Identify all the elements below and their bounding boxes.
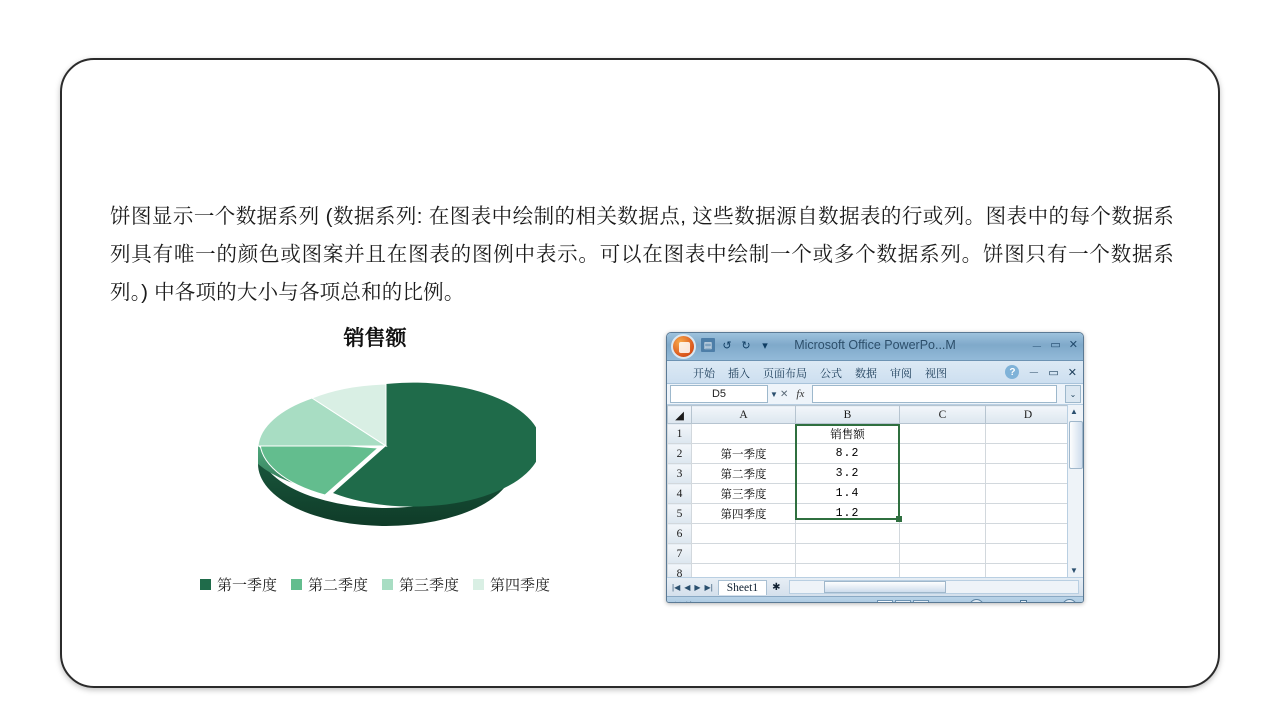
row-header[interactable]: 5 — [668, 504, 692, 524]
excel-window-title: Microsoft Office PowerPo...M — [794, 338, 956, 352]
row-header[interactable]: 4 — [668, 484, 692, 504]
table-row[interactable] — [668, 484, 1071, 504]
cell-b1[interactable]: 销售额 — [796, 424, 900, 444]
excel-datasheet-window[interactable] — [666, 332, 1084, 603]
formula-zone[interactable] — [780, 386, 1081, 402]
row-header[interactable]: 8 — [668, 564, 692, 578]
selection-fill-handle[interactable] — [896, 516, 902, 522]
cell-d8[interactable] — [986, 564, 1071, 578]
tab-home[interactable]: 开始 — [693, 368, 715, 380]
chart-title: 销售额 — [343, 327, 407, 350]
cell-a8[interactable] — [692, 564, 796, 578]
legend-item-3 — [382, 574, 459, 595]
excel-ribbon-tabs[interactable] — [667, 361, 1083, 384]
worksheet-grid[interactable] — [667, 405, 1083, 577]
cell-b2[interactable]: 8.2 — [796, 444, 900, 464]
cell-c4[interactable] — [900, 484, 986, 504]
ribbon-tab-list[interactable] — [693, 365, 947, 381]
row-header[interactable]: 7 — [668, 544, 692, 564]
vertical-scroll-thumb[interactable] — [1069, 421, 1083, 469]
status-text — [667, 599, 695, 604]
status-right-group[interactable] — [877, 599, 1083, 603]
legend-item-2 — [291, 574, 368, 595]
scroll-down-icon[interactable]: ▼ — [1070, 566, 1078, 575]
page-layout-view-icon[interactable] — [895, 600, 911, 604]
cell-d7[interactable] — [986, 544, 1071, 564]
cell-a3[interactable]: 第二季度 — [692, 464, 796, 484]
legend-label: 第二季度 — [307, 577, 368, 594]
save-icon[interactable]: ▤ — [701, 338, 715, 352]
formula-bar-row[interactable] — [667, 384, 1083, 405]
cell-c6[interactable] — [900, 524, 986, 544]
legend-swatch-icon — [382, 579, 393, 590]
scroll-up-icon[interactable]: ▲ — [1070, 407, 1078, 416]
column-header-row[interactable] — [668, 406, 1071, 424]
zoom-out-icon[interactable] — [969, 599, 984, 603]
insert-function-icon[interactable]: fx — [796, 388, 805, 400]
zoom-in-icon[interactable] — [1062, 599, 1077, 603]
cell-d4[interactable] — [986, 484, 1071, 504]
cell-c7[interactable] — [900, 544, 986, 564]
sheet-nav-arrows[interactable] — [667, 583, 718, 592]
ribbon-right-controls[interactable] — [1005, 364, 1077, 380]
col-header-b[interactable]: B — [796, 406, 900, 424]
cell-b4[interactable]: 1.4 — [796, 484, 900, 504]
zoom-level[interactable] — [935, 601, 963, 604]
tab-review[interactable]: 审阅 — [890, 368, 912, 380]
sheet-tab-sheet1[interactable]: Sheet1 — [718, 580, 767, 595]
row-header[interactable]: 6 — [668, 524, 692, 544]
pie-graphic — [236, 368, 536, 548]
restore-icon[interactable]: ▭ — [1050, 339, 1061, 351]
cell-d2[interactable] — [986, 444, 1071, 464]
cell-a4[interactable]: 第三季度 — [692, 484, 796, 504]
redo-icon[interactable]: ↻ — [741, 339, 751, 352]
cell-b6[interactable] — [796, 524, 900, 544]
next-sheet-icon[interactable]: ▶ — [694, 582, 701, 592]
table-row[interactable] — [668, 444, 1071, 464]
cell-c8[interactable] — [900, 564, 986, 578]
cell-a7[interactable] — [692, 544, 796, 564]
status-bar — [667, 596, 1083, 603]
close-icon[interactable]: ✕ — [1068, 339, 1078, 351]
row-header[interactable]: 2 — [668, 444, 692, 464]
tab-page-layout[interactable]: 页面布局 — [763, 368, 807, 380]
legend-item-4 — [473, 574, 550, 595]
cell-d5[interactable] — [986, 504, 1071, 524]
undo-icon[interactable]: ↺ — [722, 339, 732, 352]
tab-formulas[interactable]: 公式 — [820, 368, 842, 380]
cell-b5[interactable]: 1.2 — [796, 504, 900, 524]
minimize-icon[interactable]: － — [1031, 341, 1043, 353]
cell-c1[interactable] — [900, 424, 986, 444]
legend-swatch-icon — [291, 579, 302, 590]
page-break-view-icon[interactable] — [913, 600, 929, 604]
slide-frame — [60, 58, 1220, 688]
slide-body-text: 饼图显示一个数据系列 (数据系列: 在图表中绘制的相关数据点, 这些数据源自数据表的行或列。图表中的每个数据系列具有唯一的颜色或图案并且在图表的图例中表示。可以在图表中绘制一个或多个数据系列。饼图只有一个数据系列。) 中各项的大小与各项总和的比例。 — [110, 205, 1174, 304]
excel-title-bar[interactable] — [667, 333, 1083, 361]
window-controls[interactable] — [1031, 338, 1078, 354]
cancel-entry-icon[interactable]: ✕ — [780, 388, 789, 400]
cell-d1[interactable] — [986, 424, 1071, 444]
close-window-icon[interactable]: ✕ — [1067, 366, 1077, 379]
col-header-c[interactable]: C — [900, 406, 986, 424]
cell-c2[interactable] — [900, 444, 986, 464]
col-header-d[interactable]: D — [986, 406, 1071, 424]
formula-input[interactable] — [812, 385, 1057, 403]
chart-legend — [110, 574, 640, 595]
cell-c3[interactable] — [900, 464, 986, 484]
select-all-corner[interactable]: ◢ — [668, 406, 692, 424]
legend-item-1 — [200, 574, 277, 595]
horizontal-scrollbar[interactable] — [789, 580, 1079, 594]
view-mode-buttons[interactable] — [877, 600, 929, 604]
cell-c5[interactable] — [900, 504, 986, 524]
expand-formula-bar-icon[interactable]: ⌄ — [1065, 385, 1081, 403]
table-row[interactable] — [668, 524, 1071, 544]
legend-swatch-icon — [200, 579, 211, 590]
pie-chart — [110, 322, 640, 622]
tab-view[interactable]: 视图 — [925, 368, 947, 380]
first-sheet-icon[interactable]: |◀ — [672, 582, 681, 592]
legend-label: 第一季度 — [216, 577, 277, 594]
tab-data[interactable]: 数据 — [855, 368, 877, 380]
cell-b7[interactable] — [796, 544, 900, 564]
zoom-slider-knob[interactable] — [1020, 600, 1027, 603]
cells-table[interactable] — [667, 405, 1071, 577]
vertical-scrollbar[interactable] — [1067, 405, 1083, 577]
legend-label: 第三季度 — [399, 577, 460, 594]
table-row[interactable] — [668, 504, 1071, 524]
restore-window-icon[interactable]: ▭ — [1048, 366, 1059, 379]
sheet-tab-bar[interactable] — [667, 577, 1083, 596]
tab-insert[interactable]: 插入 — [728, 368, 750, 380]
cell-b8[interactable] — [796, 564, 900, 578]
col-header-a[interactable]: A — [692, 406, 796, 424]
legend-label: 第四季度 — [490, 577, 551, 594]
row-header[interactable]: 3 — [668, 464, 692, 484]
help-icon[interactable]: ? — [1005, 365, 1019, 379]
cell-a5[interactable]: 第四季度 — [692, 504, 796, 524]
cell-a1[interactable] — [692, 424, 796, 444]
legend-swatch-icon — [473, 579, 484, 590]
name-box[interactable]: D5 — [670, 385, 768, 403]
name-box-dropdown-icon[interactable]: ▼ — [770, 389, 778, 399]
last-sheet-icon[interactable]: ▶| — [704, 582, 713, 592]
row-header[interactable]: 1 — [668, 424, 692, 444]
table-row[interactable] — [668, 424, 1071, 444]
table-row[interactable] — [668, 464, 1071, 484]
cell-a2[interactable]: 第一季度 — [692, 444, 796, 464]
minimize-ribbon-icon[interactable]: － — [1028, 367, 1040, 379]
cell-a6[interactable] — [692, 524, 796, 544]
pie-svg — [236, 368, 536, 558]
horizontal-scroll-thumb[interactable] — [824, 581, 946, 593]
cell-b3[interactable]: 3.2 — [796, 464, 900, 484]
customize-qat-icon[interactable]: ▾ — [762, 339, 768, 352]
prev-sheet-icon[interactable]: ◀ — [684, 582, 691, 592]
cell-d6[interactable] — [986, 524, 1071, 544]
normal-view-icon[interactable] — [877, 600, 893, 604]
cell-d3[interactable] — [986, 464, 1071, 484]
new-sheet-icon[interactable]: ✱ — [772, 581, 781, 593]
table-row[interactable] — [668, 564, 1071, 578]
table-row[interactable] — [668, 544, 1071, 564]
